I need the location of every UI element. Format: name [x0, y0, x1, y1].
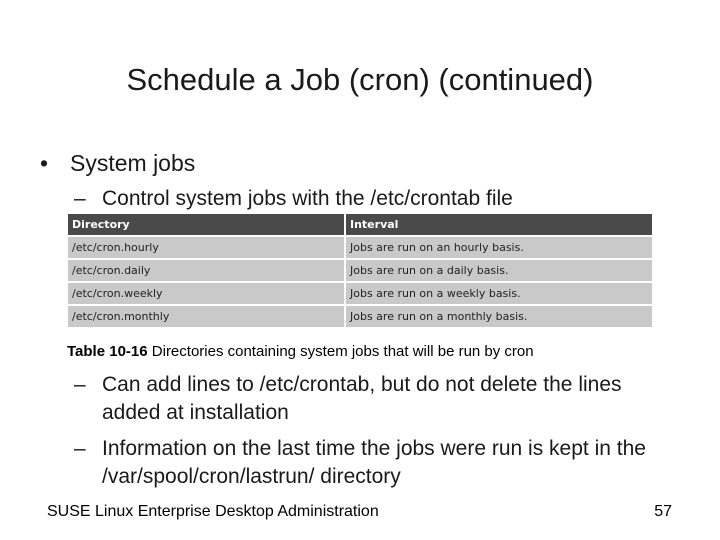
cell-directory: /etc/cron.weekly — [68, 283, 344, 304]
slide-title: Schedule a Job (cron) (continued) — [126, 62, 594, 97]
bullet-marker: • — [40, 150, 49, 176]
subbullet-marker: – — [74, 373, 86, 396]
footer-course-title: SUSE Linux Enterprise Desktop Administration — [47, 503, 379, 520]
caption-text: Directories containing system jobs that will be run by cron — [147, 343, 534, 360]
cell-directory: /etc/cron.hourly — [68, 237, 344, 258]
subbullet-text: Control system jobs with the /etc/crontab file — [102, 187, 513, 210]
table-row — [68, 283, 652, 304]
page-number: 57 — [654, 503, 672, 520]
cell-interval: Jobs are run on an hourly basis. — [346, 237, 652, 258]
table-row — [68, 260, 652, 281]
subbullet-add-lines — [74, 371, 674, 427]
table-caption — [67, 343, 534, 360]
bullet-text: System jobs — [70, 150, 196, 176]
cell-directory: /etc/cron.monthly — [68, 306, 344, 327]
table-row — [68, 306, 652, 327]
cell-interval: Jobs are run on a weekly basis. — [346, 283, 652, 304]
cell-interval: Jobs are run on a daily basis. — [346, 260, 652, 281]
table-row — [68, 237, 652, 258]
cell-directory: /etc/cron.daily — [68, 260, 344, 281]
header-directory: Directory — [68, 214, 344, 235]
table-header-row — [68, 214, 652, 235]
bullet-system-jobs — [40, 150, 195, 177]
subbullet-marker: – — [74, 437, 86, 460]
subbullet-crontab-file — [74, 185, 513, 211]
subbullet-text: Information on the last time the jobs were run is kept in the /var/spool/cron/lastrun/ directory — [102, 437, 646, 488]
cell-interval: Jobs are run on a monthly basis. — [346, 306, 652, 327]
subbullet-marker: – — [74, 187, 86, 210]
subbullet-text: Can add lines to /etc/crontab, but do not delete the lines added at installation — [102, 373, 622, 424]
header-interval: Interval — [346, 214, 652, 235]
caption-label: Table 10-16 — [67, 343, 148, 360]
cron-directories-table — [66, 212, 654, 329]
subbullet-lastrun — [74, 435, 674, 491]
